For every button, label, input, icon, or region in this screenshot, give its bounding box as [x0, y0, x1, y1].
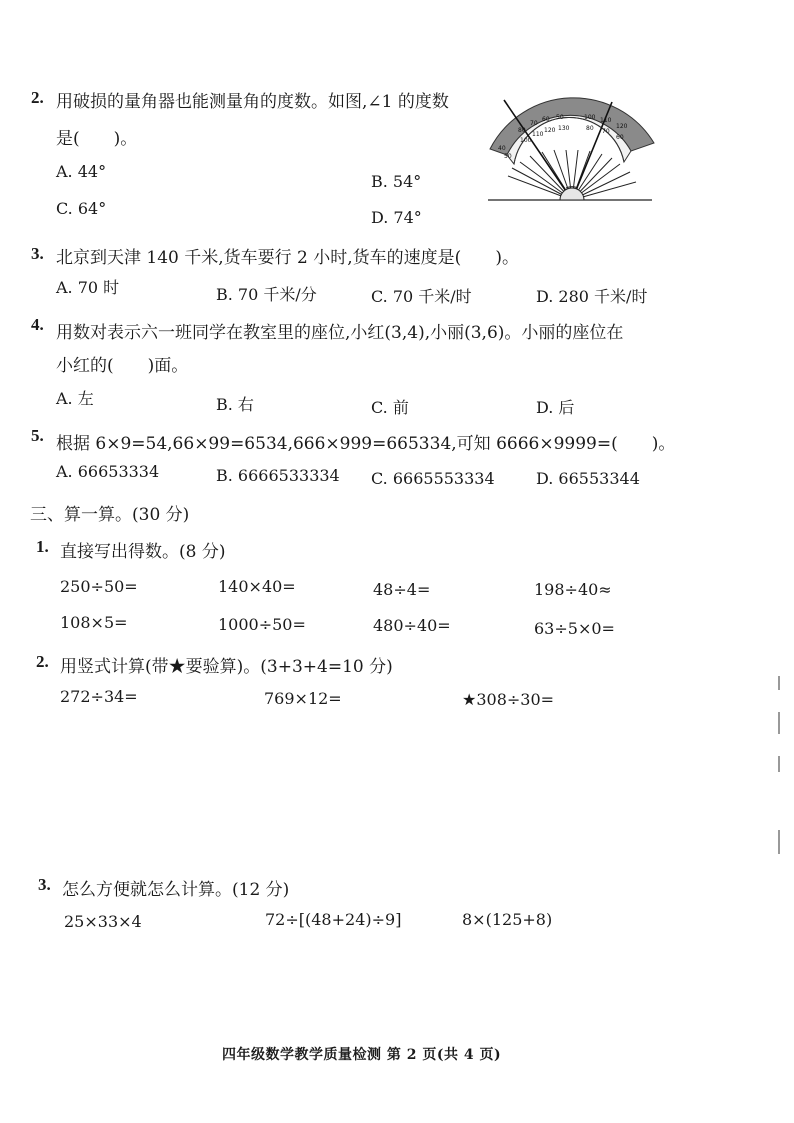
q4-option-a[interactable]: A. 左 [56, 389, 94, 408]
scale-label: 110 [600, 117, 612, 124]
q2-text-line2: 是( )。 [56, 129, 138, 149]
p2-item: 769×12= [264, 689, 342, 708]
scale-label: 60 [616, 134, 624, 141]
scan-mark [778, 756, 780, 772]
p1-item: 1000÷50= [218, 615, 306, 634]
p1-number: 1. [36, 537, 49, 556]
q4-option-c[interactable]: C. 前 [371, 398, 409, 417]
scale-label: 100 [584, 114, 596, 121]
p3-number: 3. [38, 875, 51, 894]
q3-option-d[interactable]: D. 280 千米/时 [536, 287, 648, 306]
q2-number: 2. [31, 88, 44, 107]
q4-option-b[interactable]: B. 右 [216, 395, 254, 414]
scale-label: 50 [504, 153, 512, 160]
scale-label: 80 [586, 125, 594, 132]
q5-text: 根据 6×9=54,66×99=6534,666×999=665334,可知 6666×9999=( )。 [56, 434, 676, 454]
q5-number: 5. [31, 426, 44, 445]
q2-option-b[interactable]: B. 54° [371, 172, 422, 191]
q2-option-a[interactable]: A. 44° [56, 162, 107, 181]
p1-item: 48÷4= [373, 580, 431, 599]
scale-label: 80 [518, 127, 526, 134]
scale-label: 60 [542, 116, 550, 123]
scale-label: 110 [532, 131, 544, 138]
q5-option-c[interactable]: C. 6665553334 [371, 469, 495, 488]
q4-option-d[interactable]: D. 后 [536, 398, 575, 417]
scale-label: 40 [498, 145, 506, 152]
q4-text-line1: 用数对表示六一班同学在教室里的座位,小红(3,4),小丽(3,6)。小丽的座位在 [56, 323, 624, 343]
p2-number: 2. [36, 652, 49, 671]
p1-item: 108×5= [60, 613, 128, 632]
q2-option-c[interactable]: C. 64° [56, 199, 107, 218]
scale-label: 100 [520, 137, 532, 144]
scan-mark [778, 712, 780, 734]
q5-option-a[interactable]: A. 66653334 [56, 462, 160, 481]
q4-text-line2: 小红的( )面。 [56, 356, 189, 376]
p1-item: 63÷5×0= [534, 619, 615, 638]
p1-item: 250÷50= [60, 577, 138, 596]
p3-item: 72÷[(48+24)÷9] [265, 910, 402, 929]
protractor-center [560, 188, 584, 200]
p1-item: 140×40= [218, 577, 296, 596]
p2-title: 用竖式计算(带★要验算)。(3+3+4=10 分) [60, 657, 393, 677]
scan-mark [778, 830, 780, 854]
scale-label: 120 [544, 127, 556, 134]
q4-number: 4. [31, 315, 44, 334]
q2-option-d[interactable]: D. 74° [371, 208, 422, 227]
protractor-figure [484, 92, 664, 210]
q3-number: 3. [31, 244, 44, 263]
q5-option-d[interactable]: D. 66553344 [536, 469, 640, 488]
q3-option-c[interactable]: C. 70 千米/时 [371, 287, 472, 306]
q3-text: 北京到天津 140 千米,货车要行 2 小时,货车的速度是( )。 [56, 248, 519, 268]
q5-option-b[interactable]: B. 6666533334 [216, 466, 340, 485]
p3-item: 25×33×4 [64, 912, 142, 931]
section3-title: 三、算一算。(30 分) [30, 505, 190, 525]
scale-label: 130 [558, 125, 570, 132]
q3-option-b[interactable]: B. 70 千米/分 [216, 285, 317, 304]
p2-item: ★308÷30= [462, 690, 555, 709]
p1-title: 直接写出得数。(8 分) [60, 542, 226, 562]
p1-item: 480÷40= [373, 616, 451, 635]
scale-label: 50 [556, 114, 564, 121]
p1-item: 198÷40≈ [534, 580, 612, 599]
p2-item: 272÷34= [60, 687, 138, 706]
q2-text-line1: 用破损的量角器也能测量角的度数。如图,∠1 的度数 [56, 92, 449, 112]
scan-mark [778, 676, 780, 690]
scale-label: 70 [530, 120, 538, 127]
p3-item: 8×(125+8) [462, 910, 553, 929]
page-footer: 四年级数学教学质量检测 第 2 页(共 4 页) [222, 1047, 502, 1063]
p3-title: 怎么方便就怎么计算。(12 分) [62, 880, 290, 900]
scale-label: 120 [616, 123, 628, 130]
q3-option-a[interactable]: A. 70 时 [56, 278, 120, 297]
scale-label: 70 [602, 128, 610, 135]
